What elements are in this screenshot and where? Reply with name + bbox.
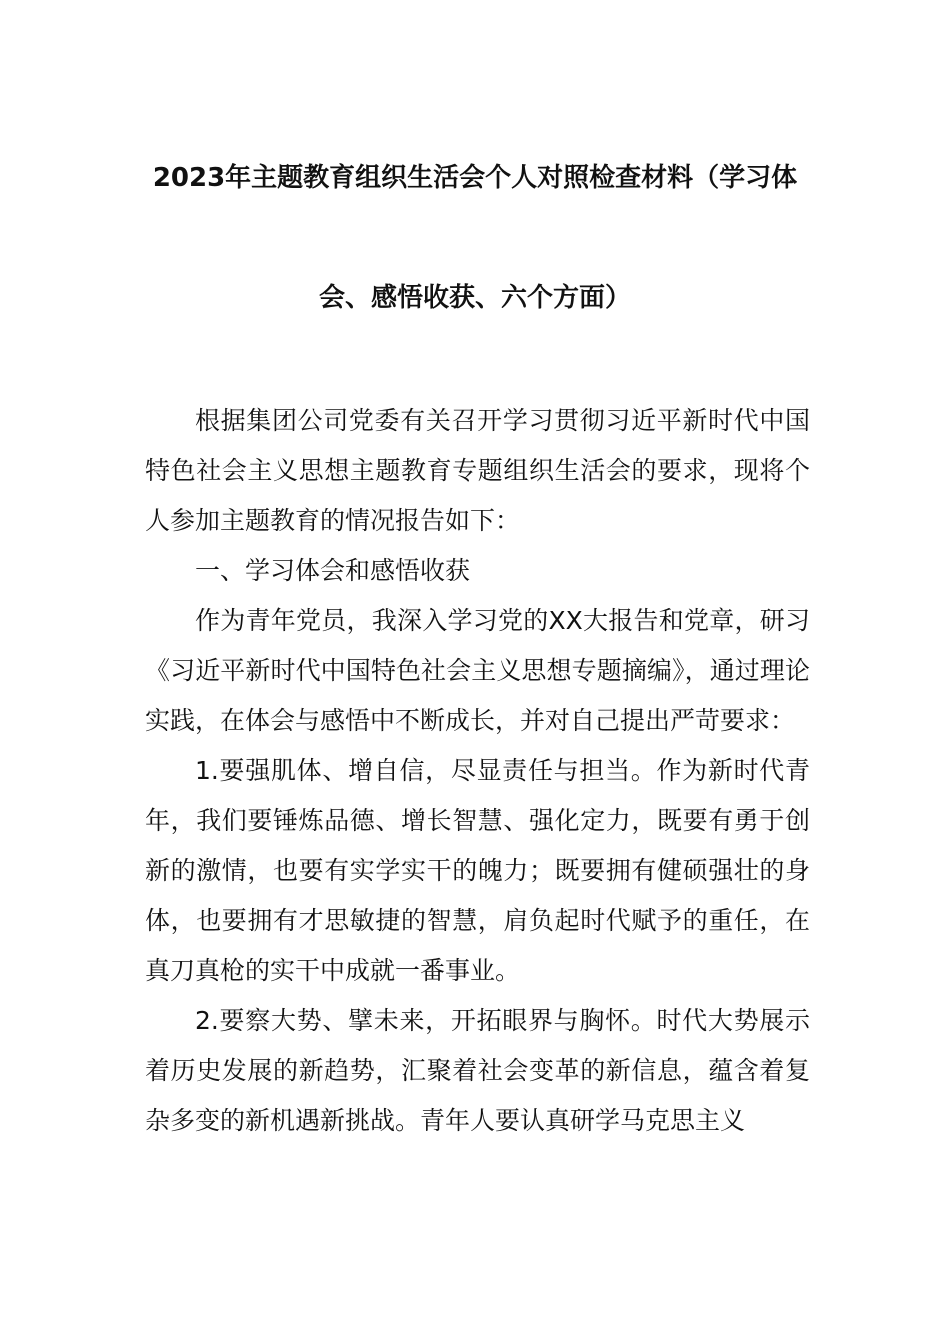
section-heading: 一、学习体会和感悟收获 (195, 556, 471, 585)
document-body (145, 396, 810, 1146)
paragraph-point-2: 2.要察大势、擘未来，开拓眼界与胸怀。时代大势展示着历史发展的新趋势，汇聚着社会变革的新信息，蕴含着复杂多变的新机遇新挑战。青年人要认真研学马克思主义 (145, 1006, 810, 1135)
document-title-line-1: 2023年主题教育组织生活会个人对照检查材料（学习体 (152, 163, 798, 193)
document-title-line-2: 会、感悟收获、六个方面） (318, 283, 631, 313)
paragraph-study: 作为青年党员，我深入学习党的XX大报告和党章，研习《习近平新时代中国特色社会主义思想专题摘编》，通过理论实践，在体会与感悟中不断成长，并对自己提出严苛要求： (145, 606, 810, 735)
paragraph-point-1: 1.要强肌体、增自信，尽显责任与担当。作为新时代青年，我们要锤炼品德、增长智慧、强化定力，既要有勇于创新的激情，也要有实学实干的魄力；既要拥有健硕强壮的身体，也要拥有才思敏捷的智慧，肩负起时代赋予的重任，在真刀真枪的实干中成就一番事业。 (145, 756, 810, 985)
paragraph-intro: 根据集团公司党委有关召开学习贯彻习近平新时代中国特色社会主义思想主题教育专题组织生活会的要求，现将个人参加主题教育的情况报告如下： (145, 406, 810, 535)
